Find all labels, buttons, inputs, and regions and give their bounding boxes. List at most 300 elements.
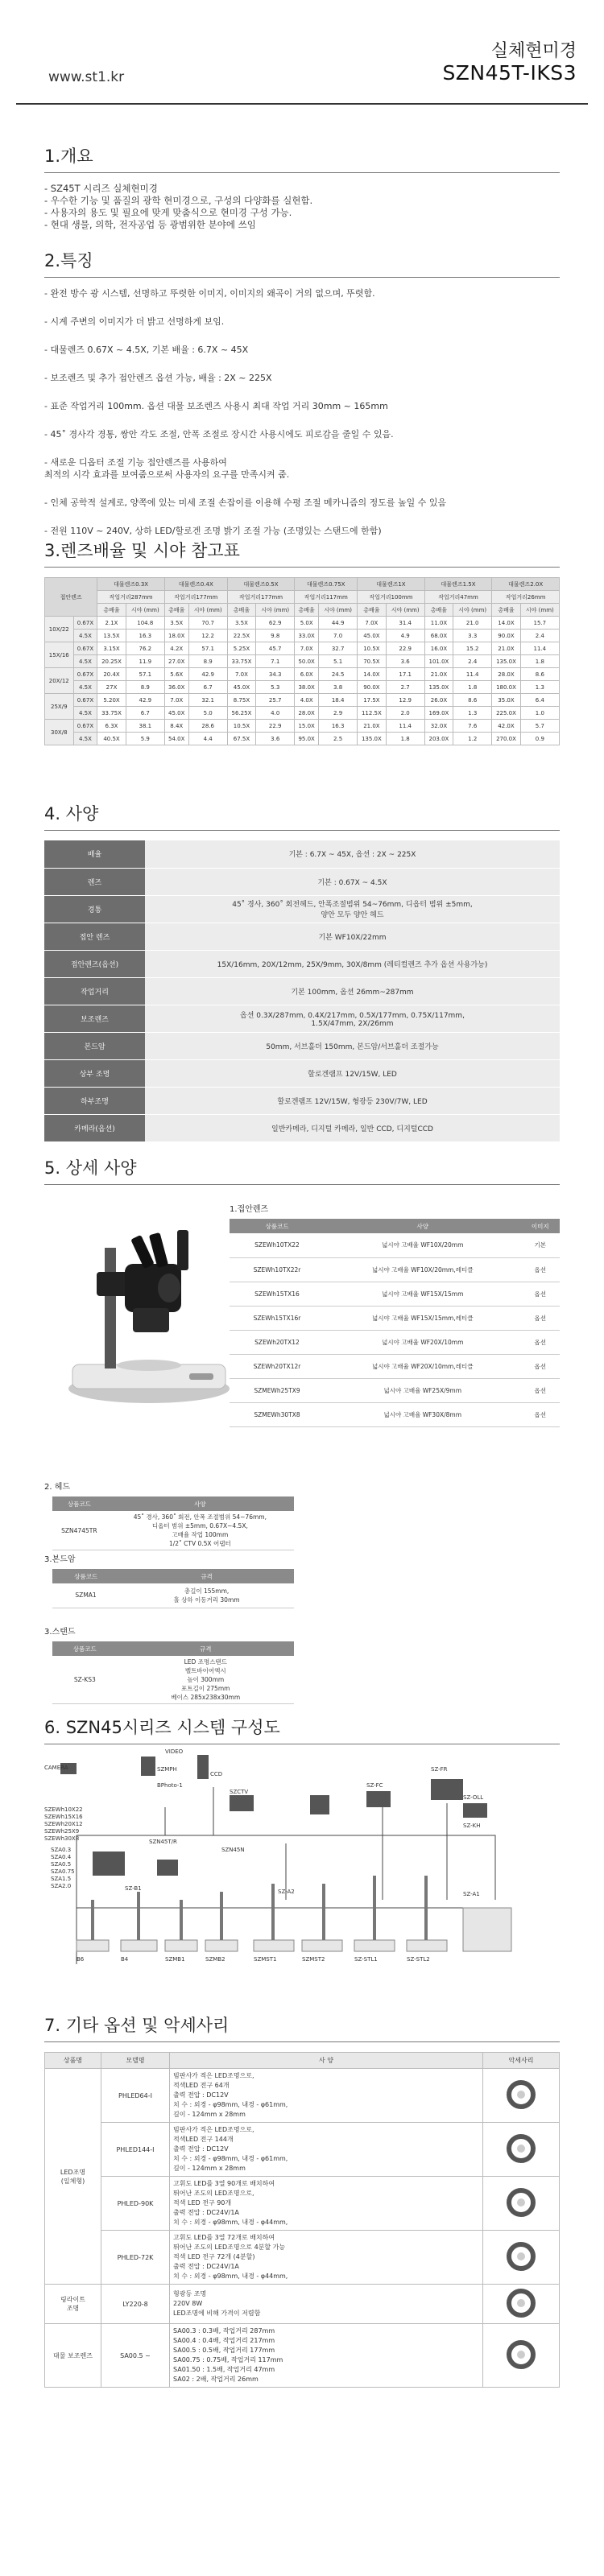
- value-cell: 135.0X: [492, 655, 520, 668]
- value-cell: 2.5: [319, 733, 358, 745]
- value-cell: 45.0X: [227, 681, 255, 694]
- spec-key: 렌즈: [44, 868, 145, 895]
- diagram-label: SZEWh10X22: [44, 1806, 83, 1813]
- zoom-cell: 0.67X: [73, 668, 97, 681]
- column-header: 시야 (mm): [188, 604, 227, 617]
- eyepiece-cell: 30X/8: [45, 720, 74, 745]
- section-options: [44, 2013, 560, 2388]
- table-row: [45, 668, 560, 681]
- feature-item: - 새로운 디옵터 조절 기능 접안렌즈를 사용하여 최적의 시각 효과를 보여줌으로써 사용자의 요구를 만족시켜 줌.: [44, 457, 290, 480]
- value-cell: 5.0X: [295, 617, 319, 630]
- option-row: [45, 2285, 560, 2324]
- value-cell: 8.6: [520, 668, 559, 681]
- value-cell: 4.9: [386, 630, 424, 642]
- column-header: 사 양: [170, 2053, 483, 2069]
- value-cell: 68.0X: [424, 630, 453, 642]
- page-header: [48, 37, 588, 109]
- overview-item: - 우수한 기능 및 품질의 광학 현미경으로, 구성의 다양화를 실현함.: [44, 195, 313, 206]
- table-row: [230, 1354, 560, 1378]
- value-cell: 8.75X: [227, 694, 255, 707]
- value-cell: 8.4X: [164, 720, 188, 733]
- value-cell: 2.7: [386, 681, 424, 694]
- option-spec: SA00.3 : 0.3배, 작업거리 287mm SA00.4 : 0.4배, 작업거리 217mm SA00.5 : 0.5배, 작업거리 177mm SA00.75 : 0.75배, 작업거리 117mm SA01.50 : 1.5배, 작업거리 47mm SA02 : 2배, 작업거리 26mm: [170, 2324, 483, 2388]
- divider: [44, 172, 560, 173]
- table-row: [45, 720, 560, 733]
- value-cell: 22.5X: [227, 630, 255, 642]
- column-header: 총배율: [424, 604, 453, 617]
- value-cell: 24.5: [319, 668, 358, 681]
- zoom-cell: 4.5X: [73, 707, 97, 720]
- table-cell: 옵션: [521, 1282, 560, 1306]
- column-header: 총배율: [164, 604, 188, 617]
- table-row: [45, 630, 560, 642]
- aux-lens-header: 대물렌즈0.5X: [227, 578, 295, 591]
- eyepiece-block: [230, 1195, 560, 1427]
- value-cell: 32.0X: [424, 720, 453, 733]
- value-cell: 15.7: [520, 617, 559, 630]
- zoom-cell: 0.67X: [73, 642, 97, 655]
- section-title: 6. SZN45시리즈 시스템 구성도: [44, 1718, 280, 1737]
- diagram-label: VIDEO: [165, 1748, 184, 1755]
- spec-row: [44, 1005, 560, 1032]
- value-cell: 32.7: [319, 642, 358, 655]
- value-cell: 2.9: [319, 707, 358, 720]
- value-cell: 3.5X: [227, 617, 255, 630]
- table-cell: 기본: [521, 1233, 560, 1257]
- spec-key: 작업거리: [44, 977, 145, 1005]
- column-header: 시야 (mm): [126, 604, 164, 617]
- zoom-cell: 0.67X: [73, 720, 97, 733]
- value-cell: 42.9: [188, 668, 227, 681]
- section-spec: [44, 801, 560, 1142]
- table-cell: 옵션: [521, 1402, 560, 1426]
- value-cell: 2.1X: [97, 617, 126, 630]
- overview-item: - 사용자의 용도 및 필요에 맞게 맞춤식으로 현미경 구성 가능.: [44, 207, 292, 218]
- column-header: 사양: [106, 1496, 294, 1511]
- value-cell: 21.0X: [424, 668, 453, 681]
- site-url[interactable]: www.st1.kr: [48, 69, 125, 85]
- column-header: 이미지: [521, 1219, 560, 1233]
- column-header: 총배율: [97, 604, 126, 617]
- feature-item: - 완전 방수 광 시스템, 선명하고 뚜렷한 이미지, 이미지의 왜곡이 거의 없으며, 뚜렷함.: [44, 288, 375, 299]
- value-cell: 7.0X: [227, 668, 255, 681]
- spec-value: 옵션 0.3X/287mm, 0.4X/217mm, 0.5X/177mm, 0.75X/117mm, 1.5X/47mm, 2X/26mm: [145, 1005, 560, 1032]
- value-cell: 57.1: [126, 668, 164, 681]
- value-cell: 45.7: [256, 642, 295, 655]
- spec-key: 카메라(옵션): [44, 1114, 145, 1141]
- value-cell: 12.2: [188, 630, 227, 642]
- value-cell: 76.2: [126, 642, 164, 655]
- value-cell: 22.9: [386, 642, 424, 655]
- ring-light-icon: [505, 2132, 537, 2165]
- value-cell: 15.2: [453, 642, 492, 655]
- feature-item: - 대물렌즈 0.67X ~ 4.5X, 기본 배율 : 6.7X ~ 45X: [44, 345, 249, 355]
- diagram-label: SZEWh30X8: [44, 1835, 80, 1842]
- value-cell: 12.9: [386, 694, 424, 707]
- spec-key: 배율: [44, 840, 145, 868]
- table-row: [52, 1583, 294, 1608]
- spec-value: 할로겐램프 12V/15W, 형광등 230V/7W, LED: [145, 1087, 560, 1114]
- diagram-label: SZMPH: [157, 1766, 177, 1773]
- value-cell: 104.8: [126, 617, 164, 630]
- microscope-image: [48, 1216, 250, 1409]
- column-header: 상품코드: [52, 1496, 106, 1511]
- spec-value: 기본 : 6.7X ~ 45X, 옵션 : 2X ~ 225X: [145, 840, 560, 868]
- value-cell: 135.0X: [358, 733, 386, 745]
- value-cell: 44.9: [319, 617, 358, 630]
- column-header: 상품코드: [52, 1569, 119, 1583]
- accessory-image: [483, 2285, 560, 2324]
- value-cell: 8.9: [126, 681, 164, 694]
- value-cell: 90.0X: [492, 630, 520, 642]
- column-header: 상품명: [45, 2053, 101, 2069]
- diagram-label: SZA0.4: [51, 1854, 72, 1860]
- value-cell: 20.25X: [97, 655, 126, 668]
- feature-item: - 전원 110V ~ 240V, 상하 LED/할로겐 조명 밝기 조절 가능 (조명있는 스탠드에 한함): [44, 526, 382, 536]
- model-title: SZN45T-IKS3: [442, 61, 577, 85]
- spec-value: 할로겐램프 12V/15W, LED: [145, 1059, 560, 1087]
- diagram-label: SZA0.3: [51, 1847, 72, 1853]
- divider: [44, 567, 560, 568]
- zoom-cell: 4.5X: [73, 630, 97, 642]
- diagram-label: SZA2.0: [51, 1883, 72, 1889]
- feature-item: - 시계 주변의 이미지가 더 밝고 선명하게 보임.: [44, 316, 225, 327]
- working-distance-header: 작업거리177mm: [164, 591, 227, 604]
- overview-item: - 현대 생물, 의학, 전자공업 등 광범위한 분야에 쓰임: [44, 219, 256, 230]
- value-cell: 9.8: [256, 630, 295, 642]
- eyepiece-cell: 25X/9: [45, 694, 74, 720]
- spec-value: 기본 100mm, 옵션 26mm~287mm: [145, 977, 560, 1005]
- value-cell: 28.0X: [492, 668, 520, 681]
- table-cell: 넓시야 고배율 WF20X/10mm,레티클: [325, 1354, 521, 1378]
- table-row: [45, 694, 560, 707]
- diagram-label: SZMST1: [254, 1956, 277, 1963]
- value-cell: 2.4: [520, 630, 559, 642]
- value-cell: 90.0X: [358, 681, 386, 694]
- spec-row: [44, 1087, 560, 1114]
- value-cell: 16.3: [319, 720, 358, 733]
- option-model: SA00.5 ~: [101, 2324, 170, 2388]
- value-cell: 26.0X: [424, 694, 453, 707]
- diagram-label: SZA1.5: [51, 1876, 72, 1882]
- option-group: 대물 보조렌즈: [45, 2324, 101, 2388]
- value-cell: 14.0X: [492, 617, 520, 630]
- column-header: 총배율: [227, 604, 255, 617]
- overview-list: [44, 183, 560, 231]
- aux-lens-header: 대물렌즈1.5X: [424, 578, 492, 591]
- value-cell: 16.3: [126, 630, 164, 642]
- value-cell: 7.0: [319, 630, 358, 642]
- value-cell: 7.6: [453, 720, 492, 733]
- spec-row: [44, 1059, 560, 1087]
- table-row: [230, 1402, 560, 1426]
- feature-item: - 인체 공학적 설계로, 양쪽에 있는 미세 조절 손잡이를 이용해 수평 조절 메카니즘의 정도를 높일 수 있음: [44, 497, 447, 508]
- table-cell: SZEWh10TX22: [230, 1233, 325, 1257]
- eyepiece-cell: 10X/22: [45, 617, 74, 642]
- arm-table: [52, 1569, 294, 1608]
- zoom-cell: 4.5X: [73, 655, 97, 668]
- divider: [44, 277, 560, 278]
- value-cell: 1.8: [520, 655, 559, 668]
- value-cell: 5.1: [319, 655, 358, 668]
- section-title: 7. 기타 옵션 및 악세사리: [44, 2016, 230, 2035]
- value-cell: 5.0: [188, 707, 227, 720]
- table-corner: 접안렌즈: [45, 578, 97, 617]
- eyepiece-cell: 15X/16: [45, 642, 74, 668]
- value-cell: 6.4: [520, 694, 559, 707]
- table-row: [230, 1282, 560, 1306]
- ring-light-icon: [505, 2186, 537, 2219]
- value-cell: 34.3: [256, 668, 295, 681]
- value-cell: 18.4: [319, 694, 358, 707]
- column-header: 시야 (mm): [386, 604, 424, 617]
- section-features: [44, 248, 560, 553]
- value-cell: 4.0: [256, 707, 295, 720]
- diagram-label: B4: [121, 1956, 129, 1963]
- diagram-label: SZCTV: [230, 1789, 249, 1795]
- table-row: [230, 1233, 560, 1257]
- divider: [44, 1184, 560, 1185]
- working-distance-header: 작업거리287mm: [97, 591, 165, 604]
- table-cell: SZEWh15TX16r: [230, 1306, 325, 1330]
- features-list: [44, 287, 560, 537]
- value-cell: 13.5X: [97, 630, 126, 642]
- value-cell: 0.9: [520, 733, 559, 745]
- value-cell: 21.0X: [492, 642, 520, 655]
- value-cell: 225.0X: [492, 707, 520, 720]
- value-cell: 21.0X: [358, 720, 386, 733]
- value-cell: 42.9: [126, 694, 164, 707]
- ring-light-icon: [505, 2339, 537, 2371]
- zoom-cell: 4.5X: [73, 733, 97, 745]
- section-lens-table: [44, 538, 560, 745]
- ring-light-icon: [505, 2240, 537, 2273]
- aux-lens-header: 대물렌즈2.0X: [492, 578, 560, 591]
- spec-row: [44, 895, 560, 923]
- aux-lens-header: 대물렌즈0.4X: [164, 578, 227, 591]
- value-cell: 203.0X: [424, 733, 453, 745]
- value-cell: 3.8: [319, 681, 358, 694]
- value-cell: 3.15X: [97, 642, 126, 655]
- arm-block: [44, 1546, 560, 1608]
- zoom-cell: 0.67X: [73, 617, 97, 630]
- aux-lens-header: 대물렌즈1X: [358, 578, 425, 591]
- diagram-label: SZN45T/R: [149, 1839, 177, 1845]
- option-row: [45, 2123, 560, 2177]
- value-cell: 36.0X: [164, 681, 188, 694]
- spec-key: 하부조명: [44, 1087, 145, 1114]
- spec-row: [44, 1032, 560, 1059]
- value-cell: 42.0X: [492, 720, 520, 733]
- diagram-label: SZ-A2: [278, 1889, 295, 1895]
- spec-row: [44, 1114, 560, 1141]
- table-cell: SZEWh10TX22r: [230, 1257, 325, 1282]
- diagram-label: SZ-A1: [463, 1891, 480, 1897]
- value-cell: 17.1: [386, 668, 424, 681]
- value-cell: 7.0X: [164, 694, 188, 707]
- accessory-image: [483, 2123, 560, 2177]
- spec-value: 50mm, 서브홀더 150mm, 본드암/서브홀더 조절가능: [145, 1032, 560, 1059]
- spec-key: 접안 렌즈: [44, 923, 145, 950]
- option-model: PHLED-72K: [101, 2231, 170, 2285]
- value-cell: 6.7: [188, 681, 227, 694]
- value-cell: 101.0X: [424, 655, 453, 668]
- value-cell: 21.0: [453, 617, 492, 630]
- column-header: 규격: [118, 1641, 294, 1656]
- option-model: PHLED64-I: [101, 2069, 170, 2123]
- section-title: 1.개요: [44, 147, 93, 166]
- working-distance-header: 작업거리47mm: [424, 591, 492, 604]
- table-cell: 넓시야 고배율 WF25X/9mm: [325, 1378, 521, 1402]
- spec-key: 경통: [44, 895, 145, 923]
- value-cell: 2.0: [386, 707, 424, 720]
- value-cell: 5.7: [520, 720, 559, 733]
- working-distance-header: 작업거리117mm: [295, 591, 358, 604]
- value-cell: 10.5X: [227, 720, 255, 733]
- section-overview: [44, 143, 560, 231]
- option-model: PHLED-90K: [101, 2177, 170, 2231]
- value-cell: 95.0X: [295, 733, 319, 745]
- value-cell: 25.7: [256, 694, 295, 707]
- value-cell: 7.0X: [295, 642, 319, 655]
- column-header: 시야 (mm): [319, 604, 358, 617]
- value-cell: 270.0X: [492, 733, 520, 745]
- value-cell: 20.4X: [97, 668, 126, 681]
- option-row: [45, 2177, 560, 2231]
- lens-magnification-table: [44, 577, 560, 745]
- value-cell: 62.9: [256, 617, 295, 630]
- table-cell: 넓시야 고배율 WF10X/20mm: [325, 1233, 521, 1257]
- value-cell: 5.6X: [164, 668, 188, 681]
- header-divider: [16, 103, 588, 105]
- aux-lens-header: 대물렌즈0.3X: [97, 578, 165, 591]
- value-cell: 33.75X: [97, 707, 126, 720]
- options-table: [44, 2052, 560, 2388]
- option-group: LED조명 (일체형): [45, 2069, 101, 2285]
- value-cell: 27.0X: [164, 655, 188, 668]
- value-cell: 3.6: [256, 733, 295, 745]
- value-cell: 22.9: [256, 720, 295, 733]
- option-row: [45, 2324, 560, 2388]
- value-cell: 11.9: [126, 655, 164, 668]
- spec-table: [44, 840, 560, 1142]
- spec-key: 접안렌즈(옵션): [44, 950, 145, 977]
- value-cell: 6.0X: [295, 668, 319, 681]
- diagram-label: SZEWh15X16: [44, 1814, 83, 1820]
- value-cell: 4.2X: [164, 642, 188, 655]
- spec-value: 기본 WF10X/22mm: [145, 923, 560, 950]
- table-row: [45, 681, 560, 694]
- value-cell: 35.0X: [492, 694, 520, 707]
- value-cell: 7.0X: [358, 617, 386, 630]
- value-cell: 31.4: [386, 617, 424, 630]
- value-cell: 38.1: [126, 720, 164, 733]
- diagram-label: SZ-KH: [463, 1823, 481, 1829]
- value-cell: 15.0X: [295, 720, 319, 733]
- table-cell: LED 조명스탠드 벨트바이어엑시 높이 300mm 포트길이 275mm 베이스 285x238x30mm: [118, 1656, 294, 1704]
- value-cell: 28.0X: [295, 707, 319, 720]
- stand-table: [52, 1641, 294, 1704]
- table-cell: SZEWh20TX12r: [230, 1354, 325, 1378]
- head-title: 2. 헤드: [44, 1483, 71, 1492]
- diagram-label: SZ-STL1: [354, 1956, 378, 1963]
- value-cell: 32.1: [188, 694, 227, 707]
- table-row: [45, 733, 560, 745]
- table-cell: 옵션: [521, 1354, 560, 1378]
- ring-light-icon: [505, 2287, 537, 2319]
- table-cell: 총길이 155mm, 홀 상하 이동거리 30mm: [119, 1583, 294, 1608]
- value-cell: 6.3X: [97, 720, 126, 733]
- value-cell: 4.0X: [295, 694, 319, 707]
- diagram-label: SZMB1: [165, 1956, 185, 1963]
- table-cell: 옵션: [521, 1378, 560, 1402]
- value-cell: 5.25X: [227, 642, 255, 655]
- value-cell: 112.5X: [358, 707, 386, 720]
- value-cell: 5.20X: [97, 694, 126, 707]
- ring-light-icon: [505, 2079, 537, 2111]
- value-cell: 38.0X: [295, 681, 319, 694]
- eyepiece-title: 1.접안렌즈: [230, 1205, 269, 1214]
- diagram-label: SZ-FC: [366, 1782, 383, 1789]
- diagram-label: SZ-FR: [431, 1766, 448, 1773]
- value-cell: 1.3: [520, 681, 559, 694]
- eyepiece-table: [230, 1219, 560, 1427]
- option-row: [45, 2069, 560, 2123]
- value-cell: 50.0X: [295, 655, 319, 668]
- overview-item: - SZ45T 시리즈 실체현미경: [44, 183, 158, 194]
- value-cell: 28.6: [188, 720, 227, 733]
- option-spec: 고휘도 LED를 3열 90개로 배치하여 뛰어난 조도의 LED조명으로, 적색 LED 전구 90개 출력 전압 : DC24V/1A 치 수 : 외경 - φ98mm, 내경 - φ44mm,: [170, 2177, 483, 2231]
- value-cell: 11.4: [453, 668, 492, 681]
- accessory-image: [483, 2231, 560, 2285]
- eyepiece-cell: 20X/12: [45, 668, 74, 694]
- value-cell: 54.0X: [164, 733, 188, 745]
- option-row: [45, 2231, 560, 2285]
- table-cell: SZ-KS3: [52, 1656, 118, 1704]
- head-table: [52, 1496, 294, 1550]
- value-cell: 169.0X: [424, 707, 453, 720]
- table-row: [52, 1511, 294, 1550]
- column-header: 총배율: [295, 604, 319, 617]
- value-cell: 11.4: [520, 642, 559, 655]
- table-cell: 넓시야 고배율 WF15X/15mm,레티클: [325, 1306, 521, 1330]
- spec-row: [44, 868, 560, 895]
- system-diagram: [44, 1747, 560, 1980]
- value-cell: 1.0: [520, 707, 559, 720]
- spec-row: [44, 950, 560, 977]
- value-cell: 16.0X: [424, 642, 453, 655]
- value-cell: 6.7: [126, 707, 164, 720]
- table-row: [52, 1656, 294, 1704]
- option-model: PHLED144-I: [101, 2123, 170, 2177]
- value-cell: 18.0X: [164, 630, 188, 642]
- diagram-label: SZ-OLL: [463, 1794, 484, 1801]
- value-cell: 1.2: [453, 733, 492, 745]
- option-group: 링라이트 조명: [45, 2285, 101, 2324]
- value-cell: 3.3: [453, 630, 492, 642]
- table-cell: 45˚ 경사, 360˚ 회전, 안폭 조절범위 54~76mm, 디옵터 범위 ±5mm, 0.67X~4.5X, 고배율 작업 100mm 1/2˚ CTV 0.5X 어댑터: [106, 1511, 294, 1550]
- table-cell: 넓시야 고배율 WF10X/20mm,레티클: [325, 1257, 521, 1282]
- aux-lens-header: 대물렌즈0.75X: [295, 578, 358, 591]
- spec-key: 본드암: [44, 1032, 145, 1059]
- working-distance-header: 작업거리177mm: [227, 591, 295, 604]
- value-cell: 3.5X: [164, 617, 188, 630]
- spec-key: 보조렌즈: [44, 1005, 145, 1032]
- value-cell: 11.0X: [424, 617, 453, 630]
- stand-block: [44, 1618, 560, 1704]
- spec-value: 일반카메라, 디지털 카메라, 일반 CCD, 디지털CCD: [145, 1114, 560, 1141]
- value-cell: 5.3: [256, 681, 295, 694]
